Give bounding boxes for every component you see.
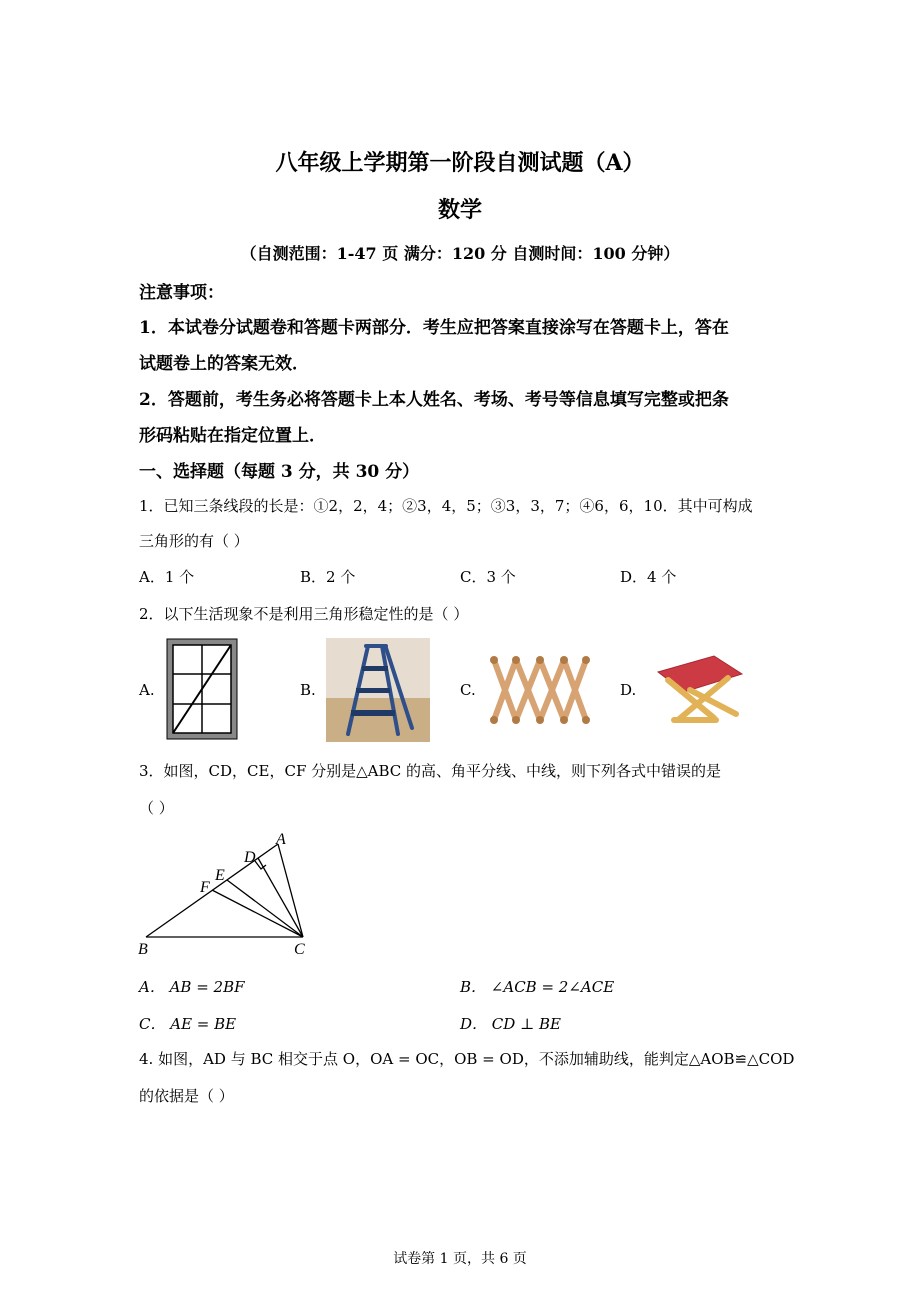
step-ladder-photo bbox=[326, 638, 430, 742]
label-a: A bbox=[276, 831, 286, 848]
question-1-line-1: 1．已知三条线段的长是：①2，2，4；②3，4，5；③3，3，7；④6，6，10．其中可构成 bbox=[139, 497, 753, 515]
subject-title: 数学 bbox=[437, 197, 482, 223]
notice-item-2-line-2: 形码粘贴在指定位置上． bbox=[139, 426, 326, 446]
q3-option-a: A． AB = 2BF bbox=[139, 978, 245, 996]
q3-option-b: B． ∠ACB = 2∠ACE bbox=[460, 978, 615, 996]
question-3-line-1: 3．如图，CD，CE，CF 分别是△ABC 的高、角平分线、中线，则下列各式中错误的是 bbox=[139, 762, 722, 780]
question-2-text: 2．以下生活现象不是利用三角形稳定性的是（ ） bbox=[139, 605, 469, 623]
label-d: D bbox=[244, 849, 256, 866]
question-4-line-1: 4. 如图，AD 与 BC 相交于点 O，OA = OC，OB = OD，不添加辅助线，能判定△AOB≌△COD bbox=[139, 1050, 795, 1068]
q1-option-d: D．4 个 bbox=[620, 568, 677, 586]
q2-option-c-label: C. bbox=[460, 681, 476, 699]
notice-item-1-line-2: 试题卷上的答案无效． bbox=[139, 354, 309, 374]
label-b: B bbox=[138, 941, 148, 958]
question-3-line-2: （ ） bbox=[139, 799, 174, 817]
expanding-rack-figure bbox=[484, 650, 596, 730]
question-4-line-2: 的依据是（ ） bbox=[139, 1087, 234, 1105]
label-c: C bbox=[294, 941, 305, 958]
q1-option-c: C．3 个 bbox=[460, 568, 516, 586]
notice-item-2-line-1: 2．答题前，考生务必将答题卡上本人姓名、考场、考号等信息填写完整或把条 bbox=[139, 390, 729, 410]
triangle-abc-figure bbox=[132, 828, 322, 958]
q2-option-b-label: B. bbox=[300, 681, 316, 699]
exam-title: 八年级上学期第一阶段自测试题（A） bbox=[275, 150, 645, 176]
q2-option-d-label: D. bbox=[620, 681, 637, 699]
section-1-heading: 一、选择题（每题 3 分，共 30 分） bbox=[139, 462, 420, 482]
window-frame-figure bbox=[166, 638, 238, 740]
label-f: F bbox=[200, 879, 210, 896]
notice-heading: 注意事项： bbox=[139, 283, 224, 303]
q2-option-a-label: A. bbox=[139, 681, 155, 699]
exam-info: （自测范围：1-47 页 满分：120 分 自测时间：100 分钟） bbox=[240, 244, 680, 263]
notice-item-1-line-1: 1．本试卷分试题卷和答题卡两部分．考生应把答案直接涂写在答题卡上，答在 bbox=[139, 318, 729, 338]
question-1-line-2: 三角形的有（ ） bbox=[139, 532, 249, 550]
page-footer: 试卷第 1 页，共 6 页 bbox=[393, 1251, 527, 1267]
q1-option-a: A．1 个 bbox=[139, 568, 195, 586]
q1-option-b: B．2 个 bbox=[300, 568, 356, 586]
q3-option-c: C． AE = BE bbox=[139, 1015, 237, 1033]
folding-stool-figure bbox=[654, 652, 746, 726]
label-e: E bbox=[215, 867, 225, 884]
q3-option-d: D． CD ⊥ BE bbox=[460, 1015, 561, 1033]
